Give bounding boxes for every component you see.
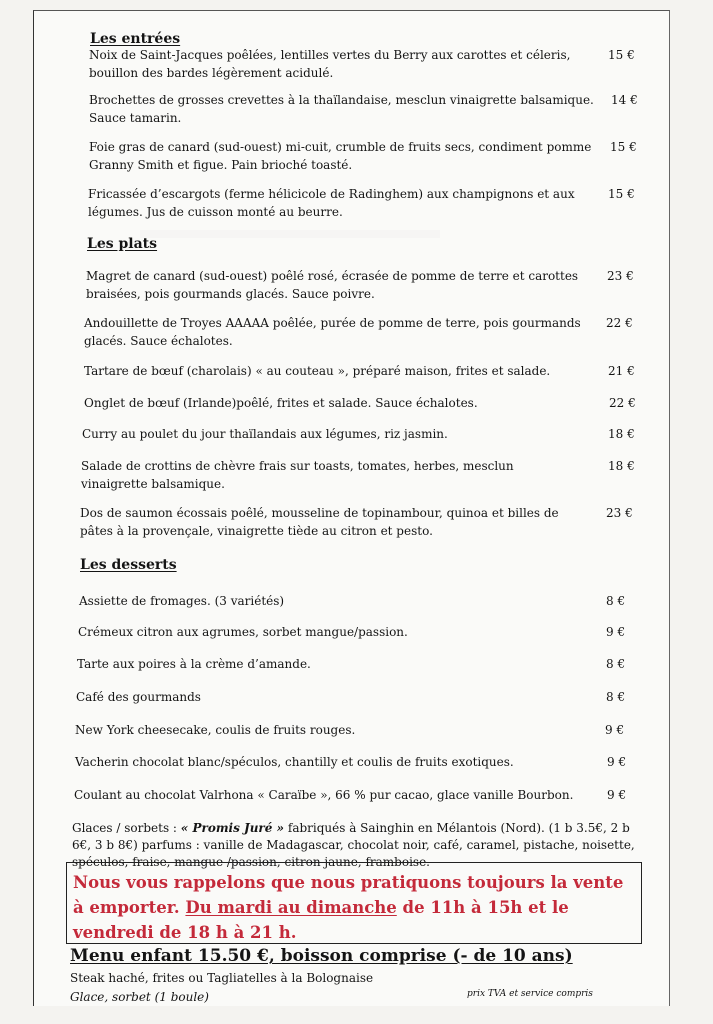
- item-price: 8 €: [606, 657, 626, 671]
- entrees-title: Les entrées: [90, 31, 181, 47]
- item-description: Magret de canard (sud-ouest) poêlé rosé, écrasée de pomme de terre et carottes braisées, pois gourmands glacés. Sauce poivre.: [86, 269, 579, 301]
- item-description: Onglet de bœuf (Irlande)poêlé, frites et salade. Sauce échalotes.: [84, 396, 478, 410]
- item-price: 18 €: [608, 459, 635, 473]
- item-price: 15 €: [608, 187, 635, 201]
- item-description: Noix de Saint-Jacques poêlées, lentilles vertes du Berry aux carottes et céleris, bouillon des bardes légèrement acidulé.: [89, 48, 571, 80]
- item-price: 9 €: [605, 723, 625, 737]
- desserts-title: Les desserts: [80, 557, 177, 573]
- ice-cream-brand: « Promis Juré »: [180, 821, 285, 835]
- item-description: Crémeux citron aux agrumes, sorbet mangue/passion.: [78, 625, 408, 639]
- item-price: 22 €: [606, 316, 633, 330]
- item-description: Foie gras de canard (sud-ouest) mi-cuit, crumble de fruits secs, condiment pomme Granny Smith et figue. Pain brioché toasté.: [89, 140, 592, 172]
- item-description: Assiette de fromages. (3 variétés): [79, 594, 285, 608]
- item-description: Coulant au chocolat Valrhona « Caraïbe », 66 % pur cacao, glace vanille Bourbon.: [74, 788, 574, 802]
- item-description: Tartare de bœuf (charolais) « au couteau », préparé maison, frites et salade.: [84, 364, 551, 378]
- item-price: 23 €: [606, 506, 633, 520]
- kids-menu-line-2: Glace, sorbet (1 boule): [70, 990, 209, 1004]
- price-footnote: prix TVA et service compris: [467, 989, 593, 999]
- item-price: 21 €: [608, 364, 635, 378]
- item-price: 18 €: [608, 427, 635, 441]
- item-description: New York cheesecake, coulis de fruits rouges.: [75, 723, 356, 737]
- item-description: Salade de crottins de chèvre frais sur toasts, tomates, herbes, mesclun vinaigrette balsamique.: [81, 459, 514, 491]
- item-description: Dos de saumon écossais poêlé, mousseline de topinambour, quinoa et billes de pâtes à la provençale, vinaigrette tiède au citron et pesto.: [80, 506, 559, 538]
- item-description: Andouillette de Troyes AAAAA poêlée, purée de pomme de terre, pois gourmands glacés. Sauce échalotes.: [84, 316, 581, 348]
- item-price: 8 €: [606, 690, 626, 704]
- item-description: Fricassée d’escargots (ferme hélicicole de Radinghem) aux champignons et aux légumes. Jus de cuisson monté au beurre.: [88, 187, 575, 219]
- item-price: 8 €: [606, 594, 626, 608]
- notice-text-2: de 11h à 15h et le vendredi de 18 h à 21 h.: [73, 898, 569, 942]
- plats-title: Les plats: [87, 236, 158, 252]
- notice-text-1: Nous vous rappelons que nous pratiquons toujours la vente à emporter.: [73, 873, 624, 917]
- item-description: Tarte aux poires à la crème d’amande.: [77, 657, 311, 671]
- kids-menu-line-1: Steak haché, frites ou Tagliatelles à la Bolognaise: [70, 971, 374, 985]
- item-price: 15 €: [608, 48, 635, 62]
- item-description: Café des gourmands: [76, 690, 201, 704]
- item-price: 15 €: [610, 140, 637, 154]
- item-price: 9 €: [606, 625, 626, 639]
- item-price: 9 €: [607, 755, 627, 769]
- item-description: Curry au poulet du jour thaïlandais aux légumes, riz jasmin.: [82, 427, 448, 441]
- item-price: 9 €: [607, 788, 627, 802]
- item-price: 22 €: [609, 396, 636, 410]
- kids-menu-title: Menu enfant 15.50 €, boisson comprise (- de 10 ans): [70, 946, 573, 966]
- item-price: 14 €: [611, 93, 638, 107]
- takeaway-notice: [66, 862, 642, 944]
- item-description: Brochettes de grosses crevettes à la thaïlandaise, mesclun vinaigrette balsamique. Sauce tamarin.: [89, 93, 594, 125]
- item-price: 23 €: [607, 269, 634, 283]
- item-description: Vacherin chocolat blanc/spéculos, chantilly et coulis de fruits exotiques.: [75, 755, 514, 769]
- ice-cream-details: fabriqués à Sainghin en Mélantois (Nord). (1 b 3.5€, 2 b 6€, 3 b 8€) parfums : vanille de Madagascar, chocolat noir, café, caramel, pistache, noisette, spéculos, fraise, mangue /passion, citron jaune, framboise.: [72, 821, 635, 869]
- notice-days: Du mardi au dimanche: [185, 898, 397, 917]
- ice-cream-prefix: Glaces / sorbets :: [72, 821, 181, 835]
